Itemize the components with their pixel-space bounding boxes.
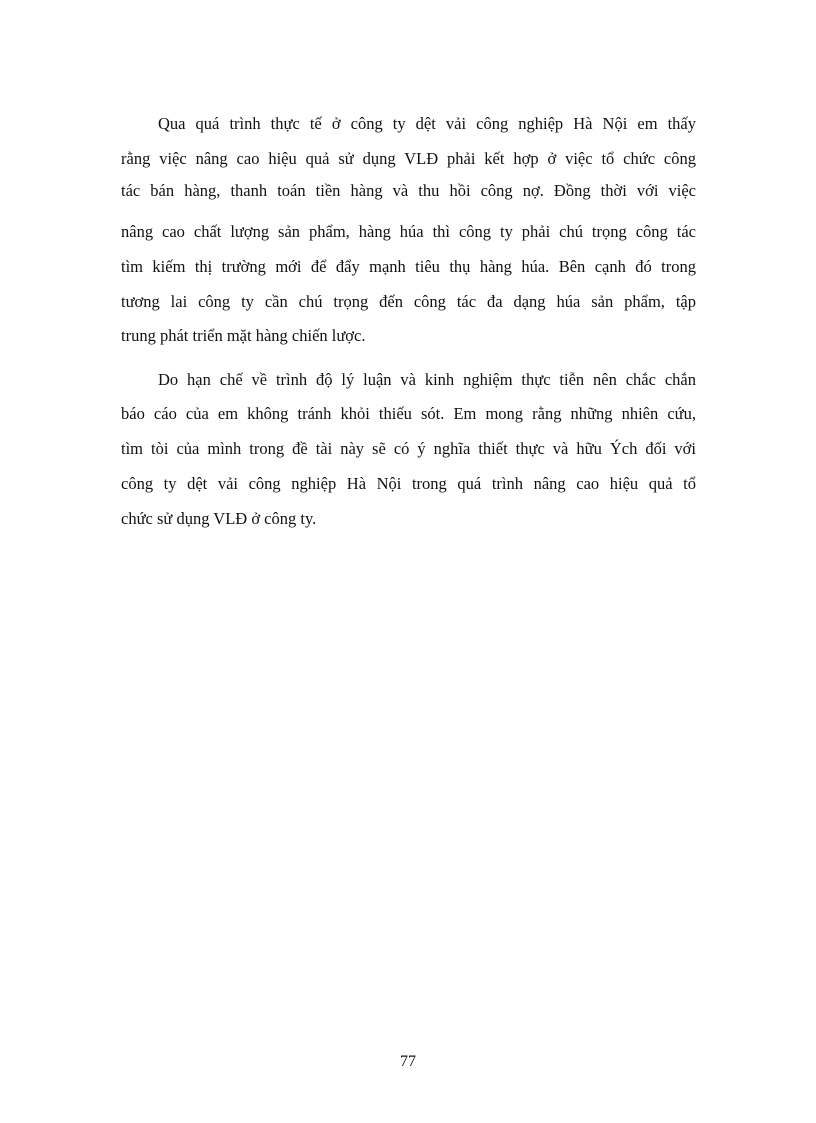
text-line: Qua quá trình thực tế ở công ty dệt vải công nghiệp Hà Nội em thấy: [158, 114, 696, 133]
text-line: tìm kiếm thị trường mới để đẩy mạnh tiêu thụ hàng húa. Bên cạnh đó trong: [121, 257, 696, 276]
text-line: nâng cao chất lượng sản phẩm, hàng húa thì công ty phải chú trọng công tác: [121, 222, 696, 241]
text-line: chức sử dụng VLĐ ở công ty.: [121, 509, 317, 528]
text-line: tìm tòi của mình trong đề tài này sẽ có ý nghĩa thiết thực và hữu Ých đối với: [121, 439, 696, 458]
text-line: công ty dệt vải công nghiệp Hà Nội trong quá trình nâng cao hiệu quả tổ: [121, 474, 696, 493]
text-line: báo cáo của em không tránh khỏi thiếu sót. Em mong rằng những nhiên cứu,: [121, 404, 696, 423]
text-line: Do hạn chế về trình độ lý luận và kinh nghiệm thực tiễn nên chắc chắn: [158, 370, 696, 389]
page-number: 77: [400, 1053, 416, 1070]
text-line: rằng việc nâng cao hiệu quả sử dụng VLĐ phải kết hợp ở việc tổ chức công: [121, 149, 696, 168]
text-line: tác bán hàng, thanh toán tiền hàng và thu hồi công nợ. Đồng thời với việc: [121, 181, 696, 200]
text-line: trung phát triển mặt hàng chiến lược.: [121, 326, 366, 345]
text-line: tương lai công ty cần chú trọng đến công tác đa dạng húa sản phẩm, tập: [121, 292, 696, 311]
